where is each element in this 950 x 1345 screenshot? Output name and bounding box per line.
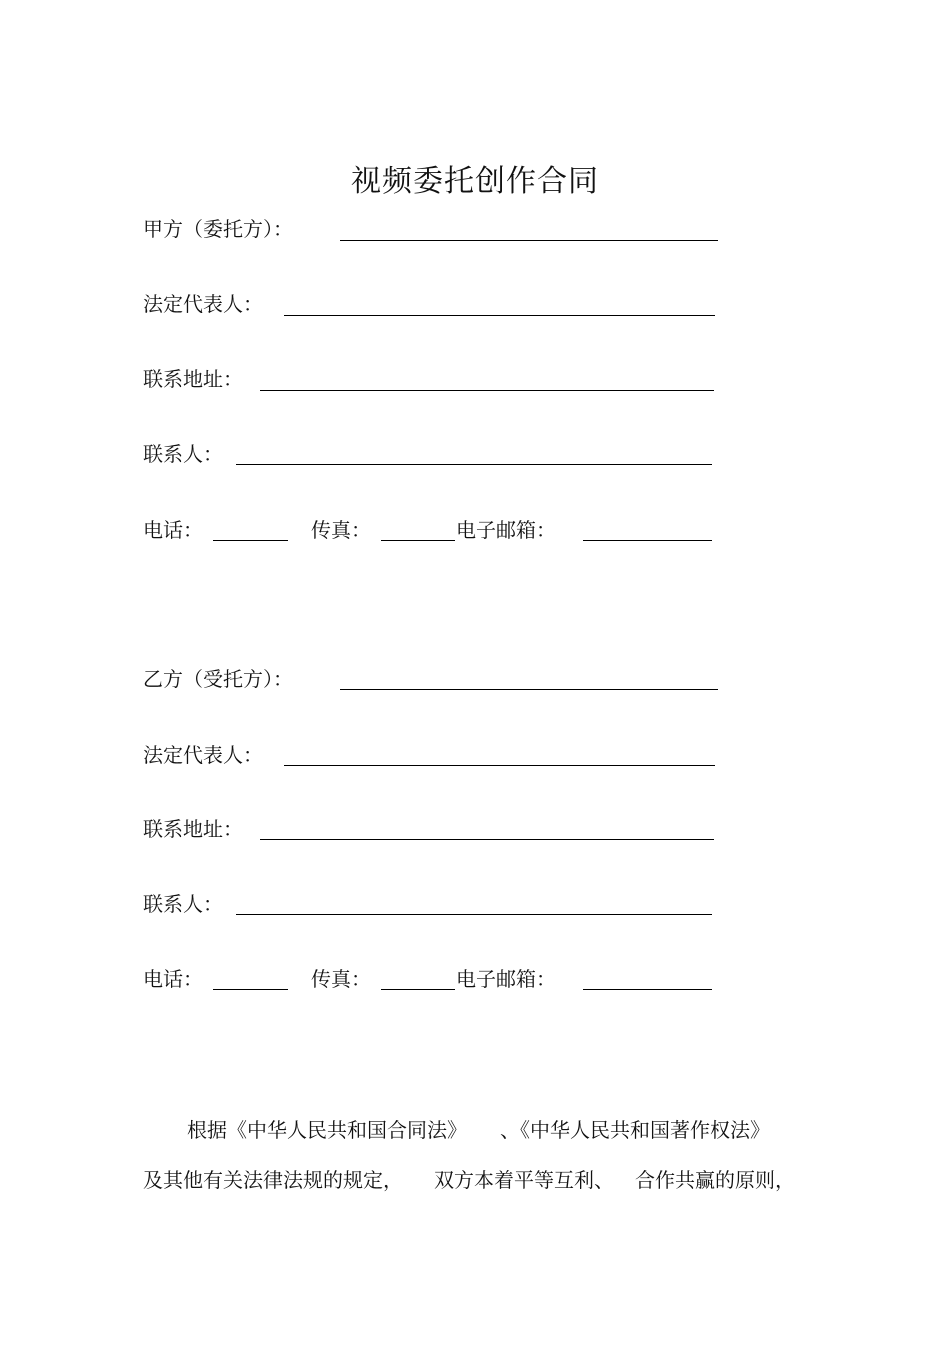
party-b-rep-field[interactable] bbox=[284, 765, 715, 766]
party-b-rep-label: 法定代表人： bbox=[143, 743, 263, 767]
party-b-contact-label: 联系人： bbox=[143, 892, 223, 916]
body-line2-part1: 及其他有关法律法规的规定， bbox=[143, 1168, 403, 1192]
party-b-contact-field[interactable] bbox=[236, 914, 712, 915]
party-b-phone-label: 电话： bbox=[143, 967, 203, 991]
party-b-address-field[interactable] bbox=[260, 839, 714, 840]
party-a-fax-label: 传真： bbox=[311, 518, 371, 542]
party-a-name-label: 甲方（委托方）： bbox=[143, 217, 293, 241]
party-a-fax-field[interactable] bbox=[381, 540, 455, 541]
party-a-address-label: 联系地址： bbox=[143, 367, 243, 391]
party-b-email-field[interactable] bbox=[583, 989, 712, 990]
body-line2-part2: 双方本着平等互利、 bbox=[434, 1168, 614, 1192]
party-a-rep-field[interactable] bbox=[284, 315, 715, 316]
party-a-email-label: 电子邮箱： bbox=[456, 518, 556, 542]
party-b-name-label: 乙方（受托方）： bbox=[143, 667, 293, 691]
party-b-address-label: 联系地址： bbox=[143, 817, 243, 841]
party-a-email-field[interactable] bbox=[583, 540, 712, 541]
party-b-fax-field[interactable] bbox=[381, 989, 455, 990]
page-title: 视频委托创作合同 bbox=[351, 164, 599, 200]
party-a-phone-label: 电话： bbox=[143, 518, 203, 542]
party-a-contact-label: 联系人： bbox=[143, 442, 223, 466]
party-a-name-field[interactable] bbox=[340, 240, 718, 241]
party-a-rep-label: 法定代表人： bbox=[143, 292, 263, 316]
party-b-name-field[interactable] bbox=[340, 689, 718, 690]
body-line1-part1: 根据《中华人民共和国合同法》 bbox=[187, 1118, 467, 1142]
party-a-phone-field[interactable] bbox=[213, 540, 288, 541]
party-b-fax-label: 传真： bbox=[311, 967, 371, 991]
body-line2-part3: 合作共赢的原则， bbox=[635, 1168, 795, 1192]
party-b-phone-field[interactable] bbox=[213, 989, 288, 990]
party-a-contact-field[interactable] bbox=[236, 464, 712, 465]
party-a-address-field[interactable] bbox=[260, 390, 714, 391]
party-b-email-label: 电子邮箱： bbox=[456, 967, 556, 991]
body-line1-part2: 、《中华人民共和国著作权法》 bbox=[500, 1118, 770, 1142]
